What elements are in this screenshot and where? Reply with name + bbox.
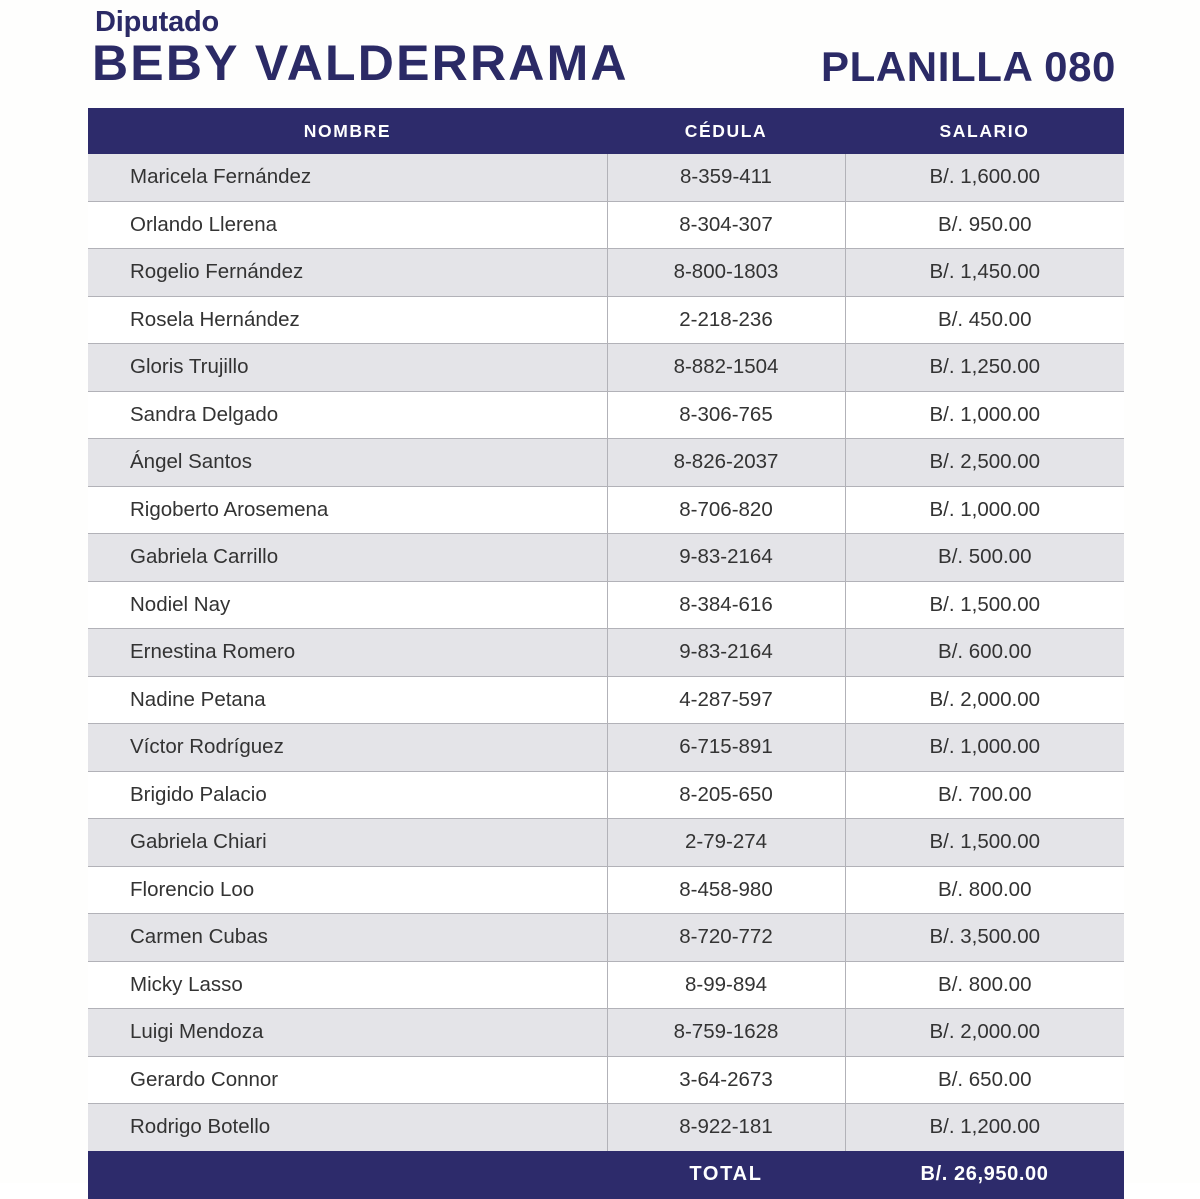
cell-cedula: 3-64-2673	[607, 1056, 845, 1104]
total-label: TOTAL	[607, 1151, 845, 1199]
cell-nombre: Carmen Cubas	[88, 914, 607, 962]
column-header-cedula: CÉDULA	[607, 108, 845, 154]
cell-salario: B/. 3,500.00	[845, 914, 1124, 962]
cell-cedula: 8-882-1504	[607, 344, 845, 392]
cell-nombre: Rogelio Fernández	[88, 249, 607, 297]
table-row	[88, 1104, 1124, 1151]
cell-cedula: 8-458-980	[607, 866, 845, 914]
cell-salario: B/. 1,000.00	[845, 391, 1124, 439]
cell-cedula: 8-205-650	[607, 771, 845, 819]
table-row	[88, 629, 1124, 677]
table-row	[88, 249, 1124, 297]
table-row	[88, 296, 1124, 344]
table-row	[88, 1056, 1124, 1104]
cell-salario: B/. 2,000.00	[845, 676, 1124, 724]
total-row	[88, 1151, 1124, 1199]
cell-nombre: Gloris Trujillo	[88, 344, 607, 392]
cell-cedula: 8-922-181	[607, 1104, 845, 1151]
cell-nombre: Maricela Fernández	[88, 154, 607, 201]
payroll-table	[88, 108, 1124, 1199]
cell-cedula: 8-384-616	[607, 581, 845, 629]
cell-cedula: 8-304-307	[607, 201, 845, 249]
cell-cedula: 8-359-411	[607, 154, 845, 201]
cell-nombre: Nadine Petana	[88, 676, 607, 724]
cell-cedula: 8-826-2037	[607, 439, 845, 487]
cell-cedula: 6-715-891	[607, 724, 845, 772]
cell-nombre: Rosela Hernández	[88, 296, 607, 344]
table-row	[88, 676, 1124, 724]
table-row	[88, 961, 1124, 1009]
cell-nombre: Rigoberto Arosemena	[88, 486, 607, 534]
cell-nombre: Luigi Mendoza	[88, 1009, 607, 1057]
deputy-name: BEBY VALDERRAMA	[92, 35, 629, 91]
cell-cedula: 2-218-236	[607, 296, 845, 344]
table-row	[88, 771, 1124, 819]
table-row	[88, 154, 1124, 201]
cell-cedula: 8-759-1628	[607, 1009, 845, 1057]
table-row	[88, 581, 1124, 629]
cell-salario: B/. 1,500.00	[845, 819, 1124, 867]
table-row	[88, 724, 1124, 772]
table-header	[88, 108, 1124, 154]
cell-nombre: Rodrigo Botello	[88, 1104, 607, 1151]
cell-salario: B/. 600.00	[845, 629, 1124, 677]
table-row	[88, 391, 1124, 439]
cell-nombre: Víctor Rodríguez	[88, 724, 607, 772]
cell-salario: B/. 450.00	[845, 296, 1124, 344]
cell-nombre: Nodiel Nay	[88, 581, 607, 629]
table-row	[88, 866, 1124, 914]
cell-salario: B/. 950.00	[845, 201, 1124, 249]
table-header-row	[88, 108, 1124, 154]
cell-salario: B/. 800.00	[845, 961, 1124, 1009]
cell-cedula: 8-99-894	[607, 961, 845, 1009]
cell-nombre: Ernestina Romero	[88, 629, 607, 677]
cell-nombre: Orlando Llerena	[88, 201, 607, 249]
cell-cedula: 4-287-597	[607, 676, 845, 724]
cell-salario: B/. 700.00	[845, 771, 1124, 819]
deputy-label: Diputado	[95, 6, 220, 38]
cell-salario: B/. 1,600.00	[845, 154, 1124, 201]
column-header-salario: SALARIO	[845, 108, 1124, 154]
table-row	[88, 486, 1124, 534]
cell-salario: B/. 1,000.00	[845, 724, 1124, 772]
cell-salario: B/. 650.00	[845, 1056, 1124, 1104]
cell-nombre: Florencio Loo	[88, 866, 607, 914]
cell-salario: B/. 2,500.00	[845, 439, 1124, 487]
cell-salario: B/. 1,500.00	[845, 581, 1124, 629]
total-spacer-cell	[88, 1151, 607, 1199]
cell-salario: B/. 800.00	[845, 866, 1124, 914]
total-value: B/. 26,950.00	[845, 1151, 1124, 1199]
cell-nombre: Gabriela Carrillo	[88, 534, 607, 582]
cell-cedula: 9-83-2164	[607, 534, 845, 582]
cell-nombre: Micky Lasso	[88, 961, 607, 1009]
cell-nombre: Gabriela Chiari	[88, 819, 607, 867]
table-row	[88, 914, 1124, 962]
table-body	[88, 154, 1124, 1151]
masthead	[88, 0, 1124, 108]
cell-salario: B/. 1,450.00	[845, 249, 1124, 297]
cell-salario: B/. 1,200.00	[845, 1104, 1124, 1151]
cell-nombre: Brigido Palacio	[88, 771, 607, 819]
cell-nombre: Ángel Santos	[88, 439, 607, 487]
table-footer	[88, 1151, 1124, 1199]
table-row	[88, 201, 1124, 249]
table-row	[88, 1009, 1124, 1057]
cell-cedula: 9-83-2164	[607, 629, 845, 677]
cell-salario: B/. 500.00	[845, 534, 1124, 582]
table-row	[88, 439, 1124, 487]
cell-nombre: Sandra Delgado	[88, 391, 607, 439]
cell-nombre: Gerardo Connor	[88, 1056, 607, 1104]
cell-salario: B/. 1,000.00	[845, 486, 1124, 534]
cell-salario: B/. 1,250.00	[845, 344, 1124, 392]
cell-cedula: 8-800-1803	[607, 249, 845, 297]
cell-cedula: 8-306-765	[607, 391, 845, 439]
cell-cedula: 8-706-820	[607, 486, 845, 534]
planilla-number: PLANILLA 080	[820, 43, 1116, 90]
table-row	[88, 819, 1124, 867]
table-row	[88, 534, 1124, 582]
cell-cedula: 2-79-274	[607, 819, 845, 867]
column-header-nombre: NOMBRE	[88, 108, 607, 154]
cell-salario: B/. 2,000.00	[845, 1009, 1124, 1057]
table-row	[88, 344, 1124, 392]
cell-cedula: 8-720-772	[607, 914, 845, 962]
